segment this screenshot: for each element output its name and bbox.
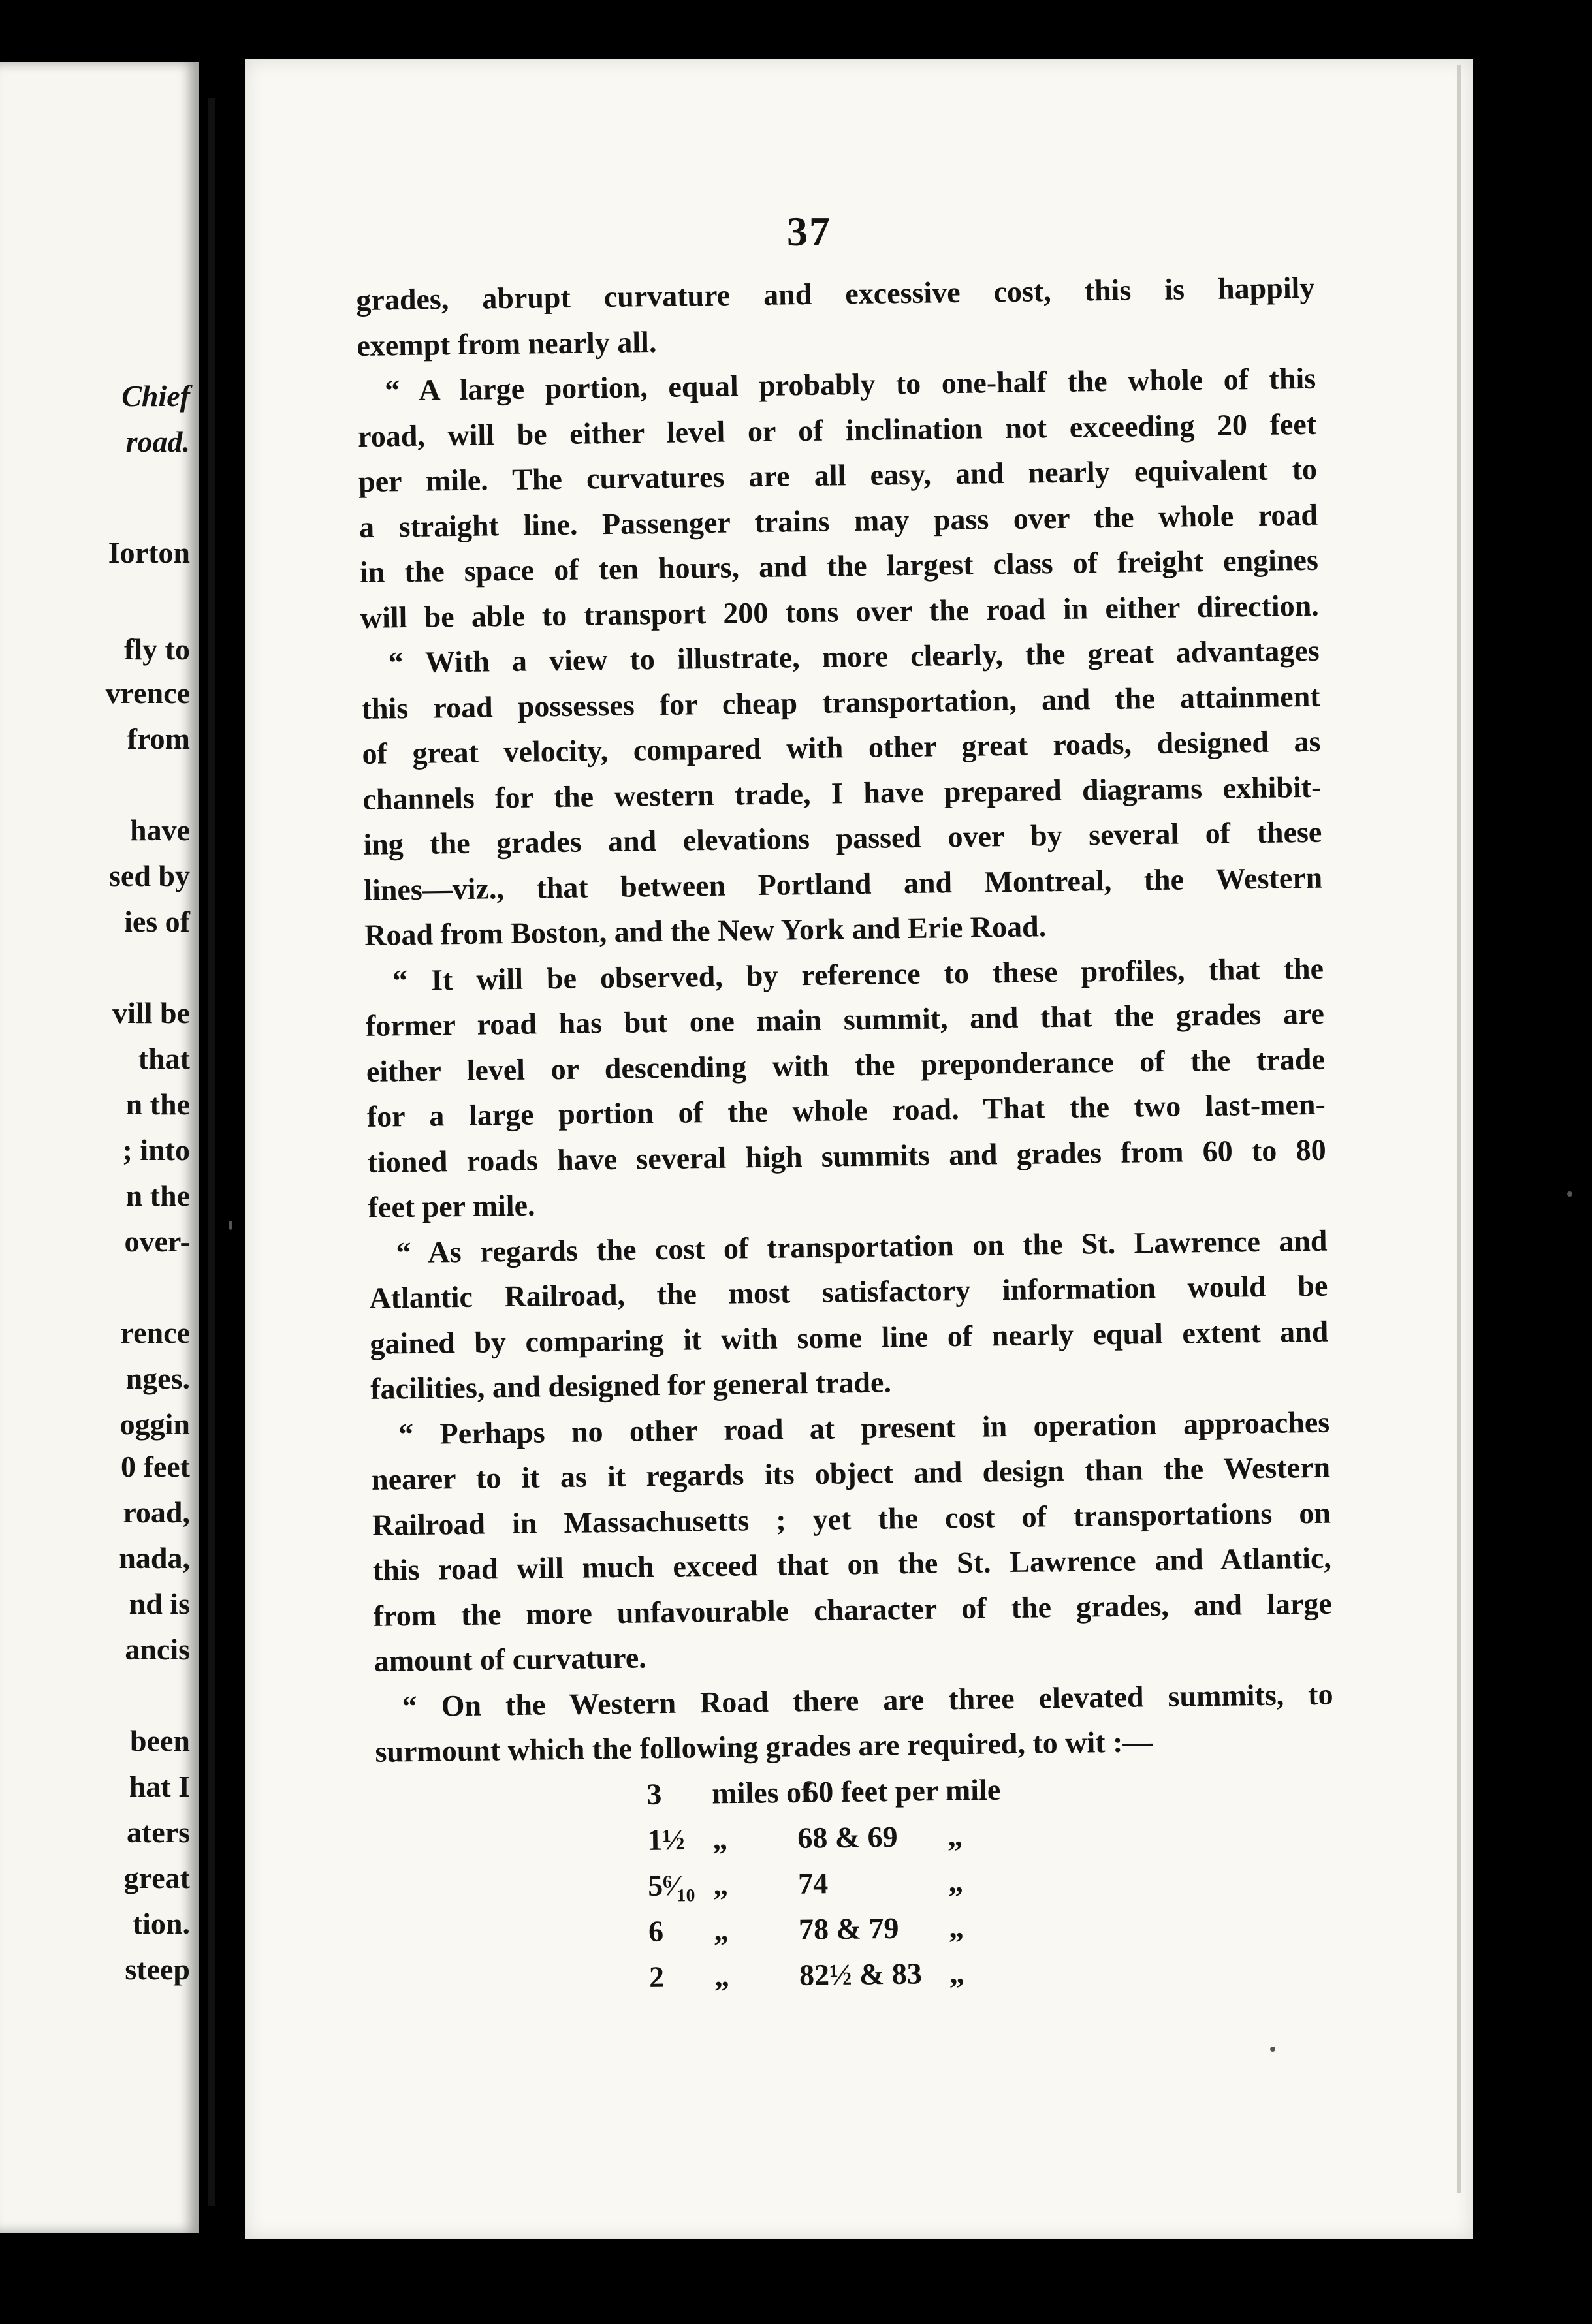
- table-cell: 3: [646, 1777, 662, 1811]
- paper-speck: [1567, 1191, 1572, 1197]
- left-page-fragment: steep: [125, 1953, 190, 1986]
- left-page-fragment: road,: [123, 1496, 190, 1529]
- table-cell: „: [947, 1819, 963, 1853]
- text-line: per mile. The curvatures are all easy, and nearly equivalent to: [358, 452, 1318, 498]
- table-cell: „: [947, 1864, 964, 1898]
- table-cell: „: [949, 1956, 965, 1990]
- text-line: surmount which the following grades are required, to wit :—: [375, 1725, 1153, 1768]
- table-cell: miles of: [712, 1775, 812, 1810]
- table-cell: „: [948, 1910, 964, 1944]
- text-line: of great velocity, compared with other great roads, designed as: [362, 724, 1321, 770]
- left-page-fragment: great: [123, 1861, 190, 1894]
- paper-speck: [1270, 2047, 1275, 2052]
- left-page-fragment: sed by: [109, 859, 190, 892]
- left-page-fragment: ; into: [122, 1133, 190, 1167]
- text-line: amount of curvature.: [374, 1641, 646, 1678]
- left-page-fragment: vill be: [112, 996, 190, 1029]
- book-spine: [208, 98, 215, 2206]
- text-line: this road possesses for cheap transportation, and the attainment: [361, 679, 1320, 725]
- left-page-fragment: ancis: [125, 1633, 190, 1666]
- text-line: Road from Boston, and the New York and Erie Road.: [364, 909, 1047, 952]
- text-line: either level or descending with the preponderance of the trade: [366, 1042, 1326, 1088]
- table-cell: „: [712, 1822, 728, 1856]
- text-line: Atlantic Railroad, the most satisfactory information would be: [369, 1268, 1328, 1315]
- left-page-fragment: nges.: [125, 1362, 190, 1395]
- left-page-fragment: road.: [125, 425, 190, 458]
- text-line: for a large portion of the whole road. That the two last-men-: [366, 1087, 1326, 1133]
- text-line: facilities, and designed for general trade.: [370, 1365, 892, 1405]
- text-line: Railroad in Massachusetts ; yet the cost of transportations on: [372, 1496, 1331, 1542]
- left-page-fragment: hat I: [129, 1770, 190, 1803]
- text-line: a straight line. Passenger trains may pass over the whole road: [358, 497, 1318, 544]
- table-cell: 78 & 79: [798, 1911, 899, 1946]
- table-cell: 1½: [646, 1823, 686, 1857]
- text-line: will be able to transport 200 tons over the road in either direction.: [360, 588, 1320, 635]
- table-cell: „: [712, 1868, 729, 1902]
- text-line: nearer to it as it regards its object and design than the Western: [371, 1450, 1331, 1496]
- paper-speck: [229, 1221, 232, 1230]
- left-page-fragment: ies of: [124, 905, 190, 938]
- body-text: [356, 265, 1334, 1775]
- left-page-fragment: aters: [126, 1815, 190, 1849]
- left-page-fragment: oggin: [119, 1407, 190, 1441]
- left-page-fragment: n the: [125, 1179, 190, 1212]
- table-cell: 74: [797, 1866, 829, 1900]
- text-line: road, will be either level or of inclination not exceeding 20 feet: [357, 407, 1317, 453]
- table-cell: 60 feet per mile: [803, 1772, 1001, 1809]
- text-line: gained by comparing it with some line of nearly equal extent and: [370, 1314, 1329, 1360]
- text-line: former road has but one main summit, and that the grades are: [365, 996, 1325, 1043]
- text-line: tioned roads have several high summits and grades from 60 to 80: [367, 1133, 1326, 1179]
- text-line: feet per mile.: [368, 1188, 535, 1224]
- table-cell: „: [714, 1959, 730, 1993]
- text-line: in the space of ten hours, and the largest class of freight engines: [359, 542, 1319, 589]
- left-page-fragment: over-: [124, 1225, 190, 1258]
- left-page-fragment: fly to: [124, 633, 190, 666]
- table-cell: 2: [648, 1960, 665, 1994]
- text-line: “ As regards the cost of transportation on the St. Lawrence and: [396, 1223, 1328, 1269]
- text-line: from the more unfavourable character of the grades, and large: [373, 1586, 1333, 1633]
- table-cell: 68 & 69: [797, 1819, 898, 1855]
- page-edge: [1457, 65, 1461, 2193]
- left-page-fragment: n the: [125, 1088, 190, 1121]
- text-line: ing the grades and elevations passed over by several of these: [363, 815, 1322, 861]
- table-cell: „: [713, 1913, 729, 1947]
- text-line: this road will much exceed that on the St. Lawrence and Atlantic,: [372, 1541, 1332, 1587]
- left-page-fragment: rence: [120, 1316, 190, 1349]
- left-page-fragment: nd is: [129, 1587, 190, 1620]
- left-page: [0, 62, 199, 2233]
- left-page-fragment: tion.: [132, 1907, 190, 1940]
- table-cell: 5⁶⁄₁₀: [647, 1868, 695, 1902]
- page-number: 37: [787, 208, 831, 255]
- left-page-fragment: from: [127, 722, 190, 755]
- table-cell: 6: [648, 1914, 664, 1948]
- text-line: “ It will be observed, by reference to these profiles, that the: [392, 951, 1324, 997]
- text-line: exempt from nearly all.: [357, 324, 657, 362]
- left-page-fragment: 0 feet: [121, 1450, 190, 1483]
- left-page-fragment: Iorton: [108, 536, 190, 569]
- left-page-fragment: that: [138, 1042, 190, 1075]
- table-cell: 82½ & 83: [799, 1956, 923, 1992]
- text-line: lines—viz., that between Portland and Montreal, the Western: [363, 860, 1323, 907]
- left-page-fragment: nada,: [119, 1541, 190, 1575]
- text-line: “ Perhaps no other road at present in operation approaches: [398, 1405, 1330, 1451]
- text-line: grades, abrupt curvature and excessive cost, this is happily: [356, 270, 1315, 317]
- text-line: channels for the western trade, I have prepared diagrams exhibit-: [362, 770, 1322, 816]
- left-page-fragment: been: [130, 1724, 190, 1757]
- left-page-fragment: have: [130, 813, 190, 847]
- text-line: “ A large portion, equal probably to one-half the whole of this: [384, 361, 1316, 407]
- text-line: “ On the Western Road there are three elevated summits, to: [402, 1677, 1333, 1723]
- left-page-fragment: vrence: [105, 676, 190, 710]
- left-page-fragment: Chief: [121, 379, 190, 413]
- text-line: “ With a view to illustrate, more clearly, the great advantages: [388, 633, 1320, 680]
